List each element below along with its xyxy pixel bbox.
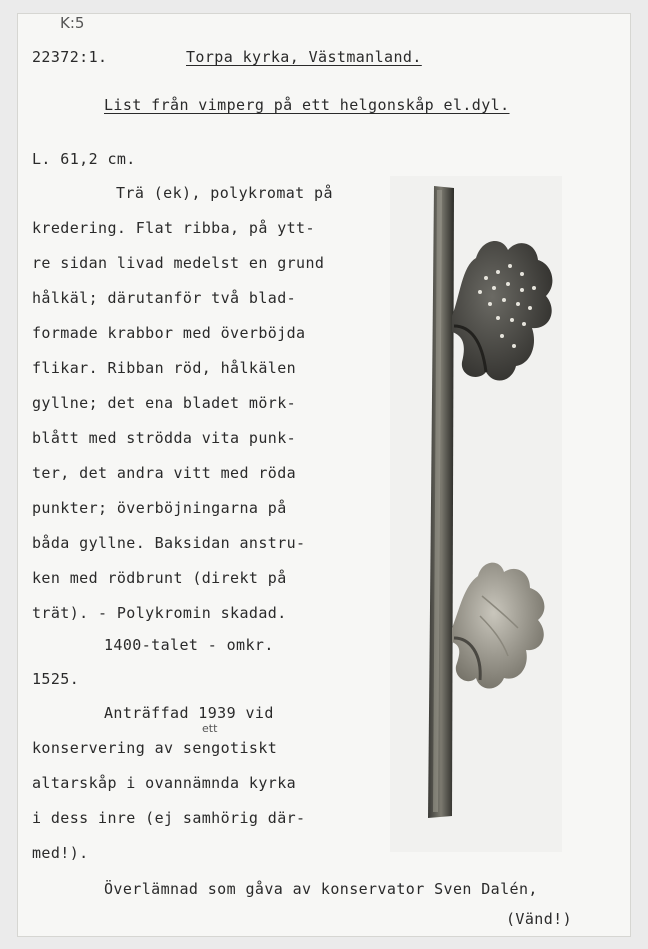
find-line: i dess inre (ej samhörig där- (32, 809, 306, 827)
body-line: trät). - Polykromin skadad. (32, 604, 287, 622)
donation-line: Överlämnad som gåva av konservator Sven Dalén, (104, 880, 538, 898)
dating-line: 1400-talet - omkr. (104, 636, 274, 654)
body-line: formade krabbor med överböjda (32, 324, 306, 342)
body-line: gyllne; det ena bladet mörk- (32, 394, 297, 412)
body-line: hålkäl; därutanför två blad- (32, 289, 297, 307)
body-line: ter, det andra vitt med röda (32, 464, 297, 482)
body-line: blått med strödda vita punk- (32, 429, 297, 447)
find-line: med!). (32, 844, 89, 862)
body-line: re sidan livad medelst en grund (32, 254, 325, 272)
body-line: ken med rödbrunt (direkt på (32, 569, 287, 587)
handwritten-insert: ett (202, 722, 218, 735)
find-line: konservering av sengotiskt (32, 739, 278, 757)
body-line: flikar. Ribban röd, hålkälen (32, 359, 297, 377)
body-line: punkter; överböjningarna på (32, 499, 287, 517)
turn-over-note: (Vänd!) (506, 910, 573, 928)
dating-line: 1525. (32, 670, 80, 688)
upper-leaf (452, 241, 552, 381)
find-line: altarskåp i ovannämnda kyrka (32, 774, 297, 792)
measurement: L. 61,2 cm. (32, 150, 136, 168)
catalog-card (18, 14, 630, 936)
body-line: båda gyllne. Baksidan anstru- (32, 534, 306, 552)
catalog-number: 22372:1. (32, 48, 108, 66)
carved-rib-illustration (390, 176, 562, 852)
location: Torpa kyrka, Västmanland. (186, 48, 422, 66)
handwritten-label: K:5 (60, 14, 85, 32)
object-photo (390, 176, 562, 852)
find-line: Anträffad 1939 vid (104, 704, 274, 722)
body-line: kredering. Flat ribba, på ytt- (32, 219, 315, 237)
body-line: Trä (ek), polykromat på (116, 184, 333, 202)
card-title: List från vimperg på ett helgonskåp el.dyl. (104, 96, 510, 114)
lower-leaf (452, 563, 544, 689)
